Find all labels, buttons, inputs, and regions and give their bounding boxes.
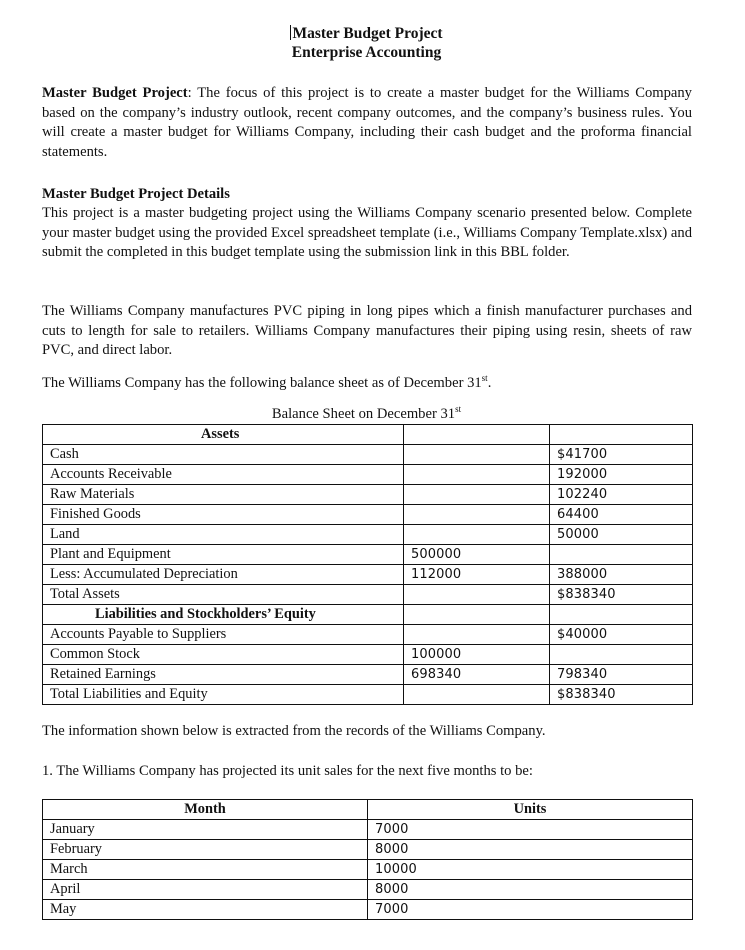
table-row: February 8000	[43, 840, 693, 860]
records-item-1: 1. The Williams Company has projected its unit sales for the next five months to be:	[42, 763, 533, 779]
balance-sheet-caption: Balance Sheet on December 31st	[271, 404, 462, 422]
details-paragraph: This project is a master budgeting project using the Williams Company scenario presented below. Complete your master budget using the provided Excel spreadsheet template (i.e., Williams Company Template.xlsx) and submit the completed in this budget template using the submission link in this BBL folder.	[42, 205, 692, 260]
table-row: Raw Materials 102240	[43, 485, 693, 505]
table-row: Land 50000	[43, 525, 693, 545]
scenario-paragraph: The Williams Company manufactures PVC piping in long pipes which a finish manufacturer purchases and cuts to length for sale to retailers. Williams Company manufactures their piping using resin, sheets of raw PVC, and direct labor.	[42, 303, 692, 358]
table-row: Common Stock 100000	[43, 645, 693, 665]
liabilities-heading-row	[43, 605, 693, 625]
table-row: Total Liabilities and Equity $838340	[43, 685, 693, 705]
table-row: March 10000	[43, 860, 693, 880]
document-title: Master Budget Project	[292, 25, 443, 42]
records-intro: The information shown below is extracted from the records of the Williams Company.	[42, 723, 546, 739]
assets-heading-row	[43, 425, 693, 445]
balance-sheet-intro: The Williams Company has the following balance sheet as of December 31st.	[42, 373, 492, 391]
assets-heading: Assets	[43, 425, 404, 445]
table-row: Cash $41700	[43, 445, 693, 465]
table-row: Finished Goods 64400	[43, 505, 693, 525]
table-row: April 8000	[43, 880, 693, 900]
liabilities-heading: Liabilities and Stockholders’ Equity	[43, 605, 404, 625]
table-row: Retained Earnings 698340 798340	[43, 665, 693, 685]
table-row: Accounts Payable to Suppliers $40000	[43, 625, 693, 645]
table-row: Less: Accumulated Depreciation 112000 388000	[43, 565, 693, 585]
table-row: Total Assets $838340	[43, 585, 693, 605]
unit-sales-header-row	[43, 800, 693, 820]
balance-sheet-table	[42, 424, 693, 705]
table-row: Accounts Receivable 192000	[43, 465, 693, 485]
table-row: May 7000	[43, 900, 693, 920]
document-subtitle: Enterprise Accounting	[291, 44, 442, 61]
unit-sales-table	[42, 799, 693, 920]
table-row: January 7000	[43, 820, 693, 840]
intro-paragraph: Master Budget Project: The focus of this project is to create a master budget for the Williams Company based on the company’s industry outlook, recent company outcomes, and the company’s business rules. You will create a master budget for Williams Company, including their cash budget and the proforma financial statements.	[42, 85, 692, 160]
month-column-header: Month	[43, 800, 368, 820]
table-row: Plant and Equipment 500000	[43, 545, 693, 565]
details-heading: Master Budget Project Details	[42, 186, 230, 202]
units-column-header: Units	[368, 800, 693, 820]
